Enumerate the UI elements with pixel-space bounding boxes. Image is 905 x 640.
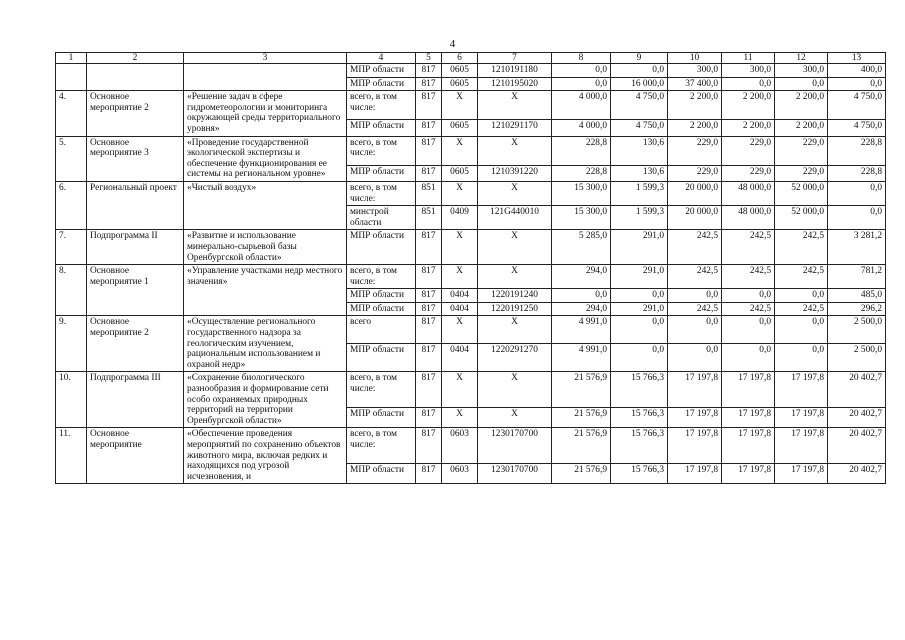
table-row <box>56 372 886 408</box>
cell-c7: X <box>478 181 552 205</box>
cell-c7: X <box>478 408 552 428</box>
cell-c4: всего, в том числе: <box>347 372 416 408</box>
cell-c5: 817 <box>416 316 442 344</box>
cell-c9: 0,0 <box>611 289 668 303</box>
cell-c7: 1220191250 <box>478 302 552 316</box>
page-number: 4 <box>449 38 456 50</box>
table-row <box>56 181 886 205</box>
cell-c10: 0,0 <box>668 344 722 372</box>
cell-c8: 0,0 <box>552 64 611 78</box>
cell-c13: 0,0 <box>828 181 886 205</box>
cell-c11: 2 200,0 <box>722 91 775 120</box>
row-description: «Сохранение биологического разнообразия и формирование сети особо охраняемых природных территорий на территории Оренбургской области» <box>184 372 347 428</box>
cell-c5: 851 <box>416 181 442 205</box>
cell-c9: 15 766,3 <box>611 408 668 428</box>
cell-c10: 17 197,8 <box>668 428 722 464</box>
cell-c4: всего, в том числе: <box>347 181 416 205</box>
cell-c6: X <box>442 408 478 428</box>
cell-c11: 229,0 <box>722 136 775 165</box>
cell-c4: МПР области <box>347 464 416 484</box>
cell-c7: 1210191180 <box>478 64 552 78</box>
cell-c5: 851 <box>416 206 442 230</box>
cell-c9: 0,0 <box>611 64 668 78</box>
column-header: 4 <box>347 53 416 64</box>
cell-c6: 0404 <box>442 289 478 303</box>
row-number: 5. <box>56 136 87 181</box>
cell-c13: 228,8 <box>828 165 886 181</box>
column-header: 7 <box>478 53 552 64</box>
row-name: Основное мероприятие 2 <box>87 91 184 136</box>
row-name: Подпрограмма II <box>87 230 184 265</box>
cell-c6: X <box>442 316 478 344</box>
cell-c13: 0,0 <box>828 77 886 91</box>
cell-c13: 4 750,0 <box>828 120 886 136</box>
cell-c7: 1210195020 <box>478 77 552 91</box>
table-row <box>56 316 886 344</box>
cell-c11: 17 197,8 <box>722 464 775 484</box>
cell-c11: 17 197,8 <box>722 428 775 464</box>
cell-c9: 1 599,3 <box>611 181 668 205</box>
cell-c12: 17 197,8 <box>775 464 828 484</box>
cell-c11: 242,5 <box>722 230 775 265</box>
cell-c9: 15 766,3 <box>611 428 668 464</box>
column-header: 3 <box>184 53 347 64</box>
row-description: «Решение задач в сфере гидрометеорологии и мониторинга окружающей среды территориального уровня» <box>184 91 347 136</box>
cell-c4: минстрой области <box>347 206 416 230</box>
cell-c5: 817 <box>416 64 442 78</box>
cell-c8: 21 576,9 <box>552 408 611 428</box>
column-header: 1 <box>56 53 87 64</box>
cell-c12: 2 200,0 <box>775 91 828 120</box>
cell-c8: 4 000,0 <box>552 91 611 120</box>
cell-c9: 16 000,0 <box>611 77 668 91</box>
cell-c4: МПР области <box>347 120 416 136</box>
cell-c12: 0,0 <box>775 77 828 91</box>
column-header: 9 <box>611 53 668 64</box>
cell-c10: 0,0 <box>668 289 722 303</box>
cell-c11: 0,0 <box>722 77 775 91</box>
cell-c12: 17 197,8 <box>775 428 828 464</box>
cell-c7: X <box>478 136 552 165</box>
cell-c11: 0,0 <box>722 316 775 344</box>
table-row <box>56 230 886 265</box>
cell-c9: 15 766,3 <box>611 372 668 408</box>
cell-c7: 1210291170 <box>478 120 552 136</box>
cell-c6: 0603 <box>442 428 478 464</box>
cell-c10: 300,0 <box>668 64 722 78</box>
cell-c10: 17 197,8 <box>668 464 722 484</box>
cell-c8: 4 991,0 <box>552 344 611 372</box>
row-number: 8. <box>56 265 87 316</box>
cell-c11: 48 000,0 <box>722 206 775 230</box>
cell-c5: 817 <box>416 165 442 181</box>
cell-c5: 817 <box>416 428 442 464</box>
cell-c6: X <box>442 181 478 205</box>
table-row <box>56 64 886 78</box>
cell-c13: 20 402,7 <box>828 372 886 408</box>
cell-c6: X <box>442 230 478 265</box>
cell-c13: 2 500,0 <box>828 344 886 372</box>
cell-c7: X <box>478 372 552 408</box>
cell-c9: 291,0 <box>611 265 668 289</box>
cell-c11: 0,0 <box>722 289 775 303</box>
cell-c12: 17 197,8 <box>775 372 828 408</box>
row-name <box>87 64 184 91</box>
column-header: 13 <box>828 53 886 64</box>
cell-c13: 20 402,7 <box>828 408 886 428</box>
cell-c8: 15 300,0 <box>552 206 611 230</box>
cell-c9: 130,6 <box>611 136 668 165</box>
cell-c13: 2 500,0 <box>828 316 886 344</box>
cell-c12: 229,0 <box>775 136 828 165</box>
cell-c8: 21 576,9 <box>552 464 611 484</box>
cell-c7: 1230170700 <box>478 464 552 484</box>
row-description: «Осуществление регионального государственного надзора за геологическим изучением, рациональным использованием и охраной недр» <box>184 316 347 372</box>
cell-c4: всего, в том числе: <box>347 265 416 289</box>
cell-c12: 52 000,0 <box>775 181 828 205</box>
row-description: «Развитие и использование минерально-сырьевой базы Оренбургской области» <box>184 230 347 265</box>
table-row <box>56 91 886 120</box>
cell-c8: 294,0 <box>552 265 611 289</box>
cell-c8: 21 576,9 <box>552 372 611 408</box>
cell-c5: 817 <box>416 230 442 265</box>
table-row <box>56 265 886 289</box>
cell-c6: 0404 <box>442 344 478 372</box>
cell-c13: 20 402,7 <box>828 428 886 464</box>
cell-c6: 0409 <box>442 206 478 230</box>
cell-c9: 0,0 <box>611 316 668 344</box>
cell-c7: X <box>478 230 552 265</box>
cell-c11: 229,0 <box>722 165 775 181</box>
cell-c9: 130,6 <box>611 165 668 181</box>
cell-c4: всего, в том числе: <box>347 428 416 464</box>
cell-c7: 1210391220 <box>478 165 552 181</box>
cell-c5: 817 <box>416 302 442 316</box>
cell-c10: 242,5 <box>668 265 722 289</box>
cell-c10: 229,0 <box>668 165 722 181</box>
cell-c8: 4 000,0 <box>552 120 611 136</box>
row-number: 7. <box>56 230 87 265</box>
cell-c12: 0,0 <box>775 289 828 303</box>
row-name: Региональный проект <box>87 181 184 229</box>
cell-c7: X <box>478 316 552 344</box>
cell-c5: 817 <box>416 136 442 165</box>
cell-c13: 3 281,2 <box>828 230 886 265</box>
cell-c13: 0,0 <box>828 206 886 230</box>
cell-c11: 17 197,8 <box>722 372 775 408</box>
cell-c6: 0605 <box>442 77 478 91</box>
cell-c10: 17 197,8 <box>668 372 722 408</box>
cell-c13: 781,2 <box>828 265 886 289</box>
cell-c12: 0,0 <box>775 344 828 372</box>
row-description: «Чистый воздух» <box>184 181 347 229</box>
cell-c9: 15 766,3 <box>611 464 668 484</box>
cell-c11: 17 197,8 <box>722 408 775 428</box>
cell-c4: МПР области <box>347 408 416 428</box>
row-number: 10. <box>56 372 87 428</box>
cell-c6: 0605 <box>442 64 478 78</box>
row-number: 6. <box>56 181 87 229</box>
cell-c5: 817 <box>416 91 442 120</box>
cell-c12: 2 200,0 <box>775 120 828 136</box>
cell-c5: 817 <box>416 464 442 484</box>
row-description: «Обеспечение проведения мероприятий по сохранению объектов животного мира, включая редких и находящихся под угрозой исчезновения, и <box>184 428 347 484</box>
cell-c9: 1 599,3 <box>611 206 668 230</box>
row-number <box>56 64 87 91</box>
row-name: Основное мероприятие <box>87 428 184 484</box>
cell-c8: 228,8 <box>552 136 611 165</box>
column-header: 8 <box>552 53 611 64</box>
cell-c10: 0,0 <box>668 316 722 344</box>
cell-c12: 52 000,0 <box>775 206 828 230</box>
cell-c8: 15 300,0 <box>552 181 611 205</box>
cell-c6: 0404 <box>442 302 478 316</box>
cell-c5: 817 <box>416 344 442 372</box>
cell-c7: 1230170700 <box>478 428 552 464</box>
cell-c9: 291,0 <box>611 302 668 316</box>
row-description: «Управление участками недр местного значения» <box>184 265 347 316</box>
cell-c11: 0,0 <box>722 344 775 372</box>
cell-c13: 4 750,0 <box>828 91 886 120</box>
cell-c11: 2 200,0 <box>722 120 775 136</box>
cell-c9: 0,0 <box>611 344 668 372</box>
cell-c7: X <box>478 265 552 289</box>
cell-c11: 242,5 <box>722 265 775 289</box>
cell-c9: 291,0 <box>611 230 668 265</box>
column-header: 12 <box>775 53 828 64</box>
cell-c11: 300,0 <box>722 64 775 78</box>
table-body <box>56 64 886 484</box>
cell-c6: X <box>442 91 478 120</box>
row-name: Подпрограмма III <box>87 372 184 428</box>
row-number: 4. <box>56 91 87 136</box>
cell-c8: 294,0 <box>552 302 611 316</box>
cell-c4: МПР области <box>347 344 416 372</box>
cell-c13: 296,2 <box>828 302 886 316</box>
cell-c10: 17 197,8 <box>668 408 722 428</box>
cell-c10: 242,5 <box>668 302 722 316</box>
cell-c5: 817 <box>416 289 442 303</box>
column-header: 2 <box>87 53 184 64</box>
cell-c7: 121G440010 <box>478 206 552 230</box>
column-header: 5 <box>416 53 442 64</box>
cell-c7: 1220191240 <box>478 289 552 303</box>
cell-c12: 229,0 <box>775 165 828 181</box>
cell-c5: 817 <box>416 77 442 91</box>
row-description <box>184 64 347 91</box>
row-name: Основное мероприятие 1 <box>87 265 184 316</box>
cell-c12: 242,5 <box>775 265 828 289</box>
table-row <box>56 428 886 464</box>
cell-c6: 0605 <box>442 165 478 181</box>
table-row <box>56 136 886 165</box>
cell-c6: 0603 <box>442 464 478 484</box>
cell-c6: X <box>442 136 478 165</box>
cell-c4: всего <box>347 316 416 344</box>
cell-c8: 21 576,9 <box>552 428 611 464</box>
cell-c6: X <box>442 265 478 289</box>
cell-c9: 4 750,0 <box>611 91 668 120</box>
cell-c10: 37 400,0 <box>668 77 722 91</box>
cell-c10: 242,5 <box>668 230 722 265</box>
cell-c7: 1220291270 <box>478 344 552 372</box>
cell-c4: МПР области <box>347 77 416 91</box>
cell-c8: 0,0 <box>552 77 611 91</box>
cell-c12: 242,5 <box>775 302 828 316</box>
row-number: 9. <box>56 316 87 372</box>
cell-c8: 4 991,0 <box>552 316 611 344</box>
cell-c6: X <box>442 372 478 408</box>
cell-c12: 300,0 <box>775 64 828 78</box>
column-header: 10 <box>668 53 722 64</box>
cell-c7: X <box>478 91 552 120</box>
cell-c10: 20 000,0 <box>668 206 722 230</box>
cell-c12: 17 197,8 <box>775 408 828 428</box>
column-header: 6 <box>442 53 478 64</box>
cell-c10: 229,0 <box>668 136 722 165</box>
cell-c8: 228,8 <box>552 165 611 181</box>
cell-c11: 48 000,0 <box>722 181 775 205</box>
cell-c4: МПР области <box>347 289 416 303</box>
cell-c13: 20 402,7 <box>828 464 886 484</box>
cell-c13: 485,0 <box>828 289 886 303</box>
cell-c13: 400,0 <box>828 64 886 78</box>
cell-c9: 4 750,0 <box>611 120 668 136</box>
cell-c6: 0605 <box>442 120 478 136</box>
cell-c4: МПР области <box>347 230 416 265</box>
cell-c13: 228,8 <box>828 136 886 165</box>
row-number: 11. <box>56 428 87 484</box>
cell-c12: 0,0 <box>775 316 828 344</box>
cell-c10: 20 000,0 <box>668 181 722 205</box>
column-header: 11 <box>722 53 775 64</box>
cell-c4: МПР области <box>347 165 416 181</box>
cell-c5: 817 <box>416 120 442 136</box>
cell-c4: МПР области <box>347 64 416 78</box>
cell-c8: 0,0 <box>552 289 611 303</box>
cell-c8: 5 285,0 <box>552 230 611 265</box>
cell-c4: всего, в том числе: <box>347 136 416 165</box>
budget-table <box>55 52 886 484</box>
cell-c10: 2 200,0 <box>668 91 722 120</box>
cell-c5: 817 <box>416 265 442 289</box>
cell-c10: 2 200,0 <box>668 120 722 136</box>
cell-c4: всего, в том числе: <box>347 91 416 120</box>
cell-c12: 242,5 <box>775 230 828 265</box>
row-name: Основное мероприятие 2 <box>87 316 184 372</box>
row-description: «Проведение государственной экологической экспертизы и обеспечение функционирования ее системы на региональном уровне» <box>184 136 347 181</box>
column-number-row <box>56 53 886 64</box>
cell-c5: 817 <box>416 372 442 408</box>
cell-c11: 242,5 <box>722 302 775 316</box>
cell-c5: 817 <box>416 408 442 428</box>
row-name: Основное мероприятие 3 <box>87 136 184 181</box>
cell-c4: МПР области <box>347 302 416 316</box>
